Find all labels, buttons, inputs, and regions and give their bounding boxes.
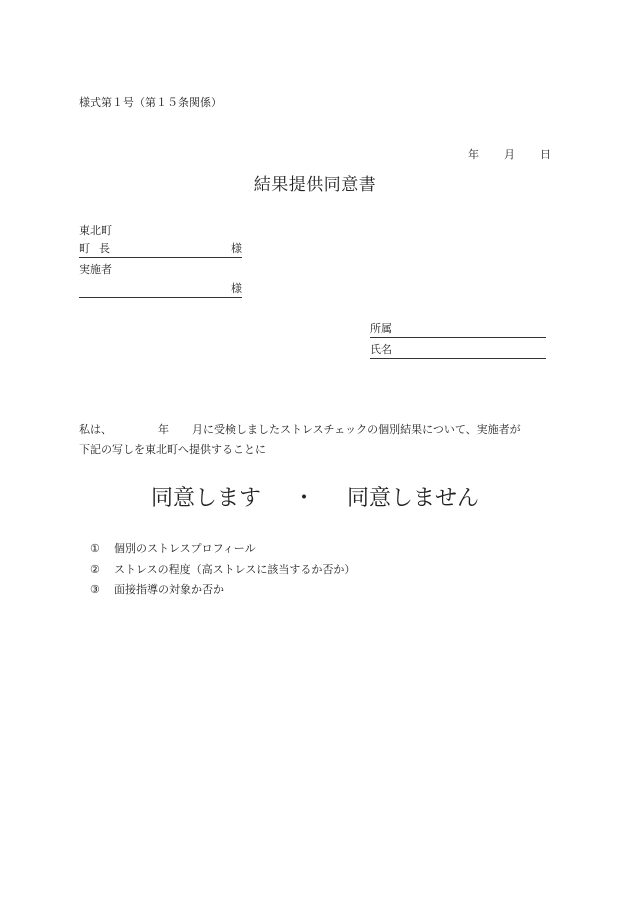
name-field <box>370 344 546 359</box>
examiner-label: 実施者 <box>79 263 112 276</box>
item-text: ストレスの程度（高ストレスに該当するか否か） <box>114 563 356 576</box>
consent-choice <box>0 488 630 510</box>
consent-agree-option: 同意します <box>150 486 261 511</box>
examiner-honorific: 様 <box>231 282 242 295</box>
name-label: 氏名 <box>370 343 392 356</box>
affiliation-field <box>370 323 546 338</box>
body-prefix: 私は、 <box>79 423 112 436</box>
form-number: 様式第１号（第１５条関係） <box>79 96 222 109</box>
item-number: ② <box>90 563 100 576</box>
mayor-label: 町長 <box>79 242 119 255</box>
body-suffix: 月に受検しましたストレスチェックの個別結果について、実施者が <box>192 423 521 436</box>
consent-separator: ・ <box>292 486 315 511</box>
examiner-name-line <box>79 283 242 298</box>
item-text: 個別のストレスプロフィール <box>114 542 256 555</box>
addressee-town: 東北町 <box>79 224 112 237</box>
affiliation-label: 所属 <box>370 322 392 335</box>
mayor-honorific: 様 <box>231 242 242 255</box>
date-month-label: 月 <box>504 148 515 161</box>
item-number: ① <box>90 542 100 555</box>
date-year-label: 年 <box>468 148 479 161</box>
date-line <box>468 149 551 160</box>
list-item <box>90 564 355 575</box>
body-year-label: 年 <box>158 423 169 436</box>
date-day-label: 日 <box>540 148 551 161</box>
mayor-line <box>79 243 242 258</box>
item-number: ③ <box>90 583 100 596</box>
item-text: 面接指導の対象か否か <box>114 583 224 596</box>
consent-disagree-option: 同意しません <box>347 486 480 511</box>
document-title: 結果提供同意書 <box>253 175 377 195</box>
list-item <box>90 584 224 595</box>
body-line-2: 下記の写しを東北町へ提供することに <box>79 443 266 456</box>
list-item <box>90 543 256 554</box>
body-line-1 <box>79 424 521 435</box>
